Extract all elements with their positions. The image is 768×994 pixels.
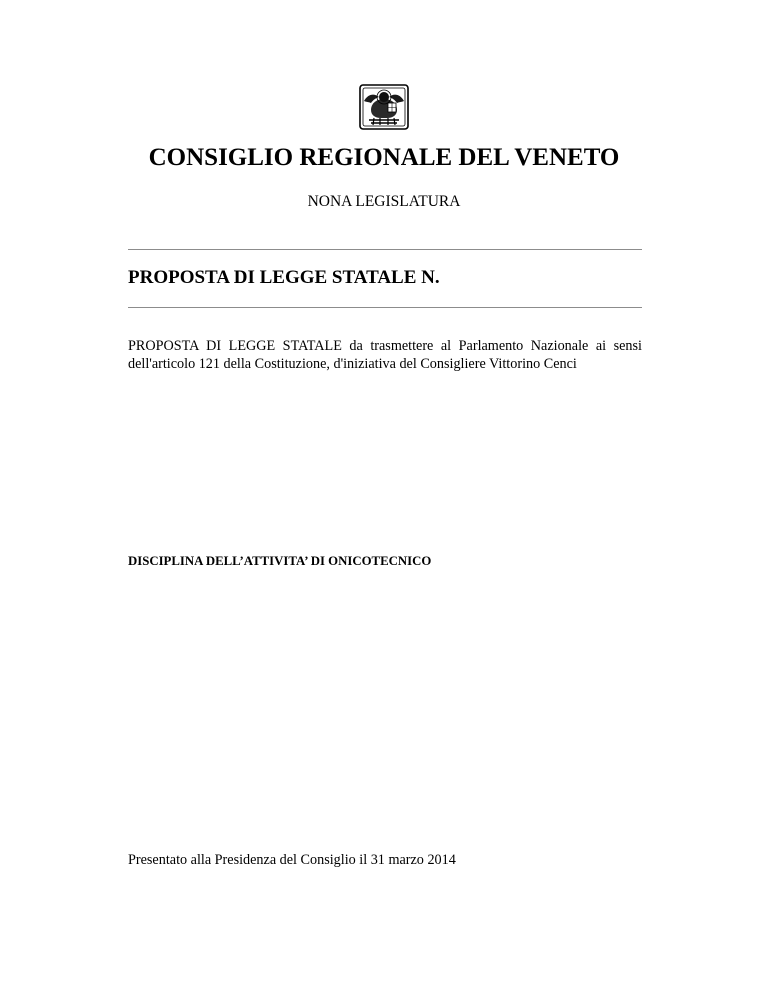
proposal-heading: PROPOSTA DI LEGGE STATALE N. (128, 267, 440, 288)
proposal-description: PROPOSTA DI LEGGE STATALE da trasmettere al Parlamento Nazionale ai sensi dell'articolo 121 della Costituzione, d'iniziativa del Consigliere Vittorino Cenci (128, 338, 642, 372)
bottom-divider (128, 307, 642, 308)
lion-of-saint-mark-emblem-icon (359, 84, 409, 130)
submission-note: Presentato alla Presidenza del Consiglio il 31 marzo 2014 (128, 852, 456, 868)
law-subject-title: DISCIPLINA DELL’ATTIVITA’ DI ONICOTECNICO (128, 554, 432, 568)
council-title: CONSIGLIO REGIONALE DEL VENETO (148, 144, 620, 171)
top-divider (128, 249, 642, 250)
legislature-label: NONA LEGISLATURA (307, 193, 461, 210)
